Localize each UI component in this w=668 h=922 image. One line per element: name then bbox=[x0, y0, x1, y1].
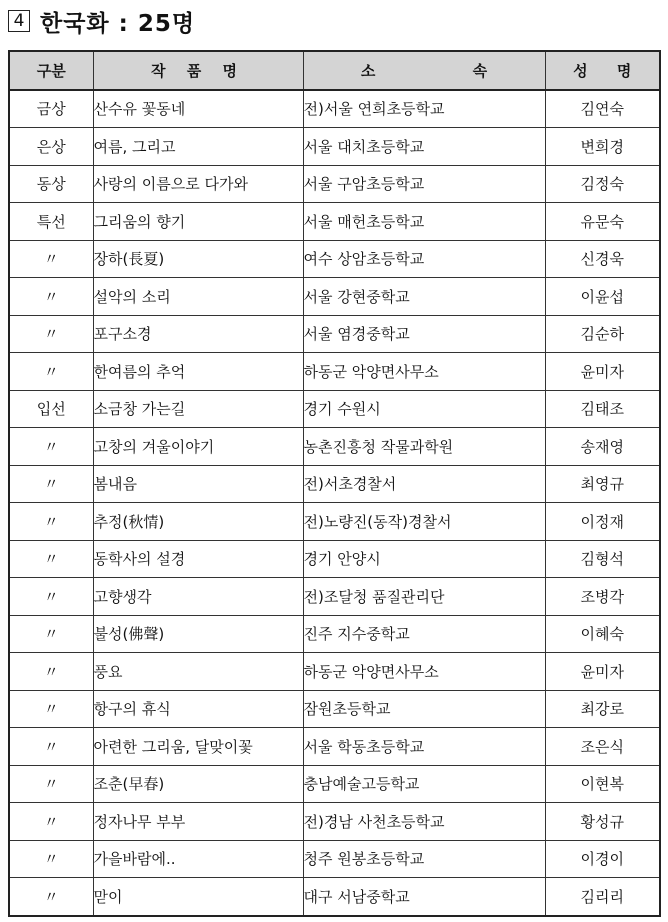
affiliation-cell: 서울 학동초등학교 bbox=[303, 728, 545, 766]
artist-name-cell: 김형석 bbox=[545, 540, 660, 578]
artwork-title-cell: 고향생각 bbox=[93, 578, 303, 616]
header-row bbox=[9, 51, 660, 90]
award-category-cell: 〃 bbox=[9, 878, 93, 916]
table-row bbox=[9, 578, 660, 616]
artist-name-cell: 황성규 bbox=[545, 803, 660, 841]
table-row bbox=[9, 465, 660, 503]
award-category-cell: 〃 bbox=[9, 315, 93, 353]
artwork-title-cell: 포구소경 bbox=[93, 315, 303, 353]
affiliation-cell: 하동군 악양면사무소 bbox=[303, 353, 545, 391]
award-category-cell: 특선 bbox=[9, 203, 93, 241]
award-category-cell: 〃 bbox=[9, 615, 93, 653]
artist-name-cell: 이혜숙 bbox=[545, 615, 660, 653]
artist-name-cell: 김리리 bbox=[545, 878, 660, 916]
artwork-title-cell: 설악의 소리 bbox=[93, 278, 303, 316]
artwork-title-cell: 항구의 휴식 bbox=[93, 690, 303, 728]
artwork-title-cell: 조춘(早春) bbox=[93, 765, 303, 803]
header-title: 작 품 명 bbox=[93, 51, 303, 90]
table-row bbox=[9, 278, 660, 316]
header-category: 구분 bbox=[9, 51, 93, 90]
section-number-box: 4 bbox=[8, 10, 30, 32]
artist-name-cell: 최영규 bbox=[545, 465, 660, 503]
artist-name-cell: 신경욱 bbox=[545, 240, 660, 278]
affiliation-cell: 서울 매헌초등학교 bbox=[303, 203, 545, 241]
affiliation-cell: 전)경남 사천초등학교 bbox=[303, 803, 545, 841]
artwork-title-cell: 한여름의 추억 bbox=[93, 353, 303, 391]
table-row bbox=[9, 803, 660, 841]
award-category-cell: 〃 bbox=[9, 690, 93, 728]
artist-name-cell: 김태조 bbox=[545, 390, 660, 428]
artist-name-cell: 송재영 bbox=[545, 428, 660, 466]
artwork-title-cell: 사랑의 이름으로 다가와 bbox=[93, 165, 303, 203]
section-heading bbox=[8, 4, 195, 38]
award-category-cell: 〃 bbox=[9, 653, 93, 691]
artist-name-cell: 변희경 bbox=[545, 128, 660, 166]
artwork-title-cell: 소금창 가는길 bbox=[93, 390, 303, 428]
affiliation-cell: 하동군 악양면사무소 bbox=[303, 653, 545, 691]
artwork-title-cell: 봄내음 bbox=[93, 465, 303, 503]
affiliation-cell: 대구 서남중학교 bbox=[303, 878, 545, 916]
affiliation-cell: 서울 구암초등학교 bbox=[303, 165, 545, 203]
table-row bbox=[9, 128, 660, 166]
artist-name-cell: 조병각 bbox=[545, 578, 660, 616]
table-row bbox=[9, 878, 660, 916]
artwork-title-cell: 동학사의 설경 bbox=[93, 540, 303, 578]
affiliation-cell: 경기 수원시 bbox=[303, 390, 545, 428]
award-category-cell: 〃 bbox=[9, 428, 93, 466]
award-category-cell: 〃 bbox=[9, 765, 93, 803]
award-category-cell: 〃 bbox=[9, 840, 93, 878]
header-name: 성 명 bbox=[545, 51, 660, 90]
artwork-title-cell: 장하(長夏) bbox=[93, 240, 303, 278]
artist-name-cell: 이현복 bbox=[545, 765, 660, 803]
award-category-cell: 〃 bbox=[9, 465, 93, 503]
affiliation-cell: 여수 상암초등학교 bbox=[303, 240, 545, 278]
artist-name-cell: 김연숙 bbox=[545, 90, 660, 128]
affiliation-cell: 전)서초경찰서 bbox=[303, 465, 545, 503]
artwork-title-cell: 가을바람에.. bbox=[93, 840, 303, 878]
affiliation-cell: 전)조달청 품질관리단 bbox=[303, 578, 545, 616]
award-category-cell: 은상 bbox=[9, 128, 93, 166]
table-row bbox=[9, 840, 660, 878]
table-row bbox=[9, 728, 660, 766]
artwork-title-cell: 풍요 bbox=[93, 653, 303, 691]
header-affiliation: 소 속 bbox=[303, 51, 545, 90]
artist-name-cell: 유문숙 bbox=[545, 203, 660, 241]
table-row bbox=[9, 653, 660, 691]
award-category-cell: 〃 bbox=[9, 540, 93, 578]
table-row bbox=[9, 353, 660, 391]
table-row bbox=[9, 690, 660, 728]
award-category-cell: 입선 bbox=[9, 390, 93, 428]
award-category-cell: 〃 bbox=[9, 728, 93, 766]
affiliation-cell: 전)노량진(동작)경찰서 bbox=[303, 503, 545, 541]
artist-name-cell: 이윤섭 bbox=[545, 278, 660, 316]
artwork-title-cell: 고창의 겨울이야기 bbox=[93, 428, 303, 466]
affiliation-cell: 충남예술고등학교 bbox=[303, 765, 545, 803]
artwork-title-cell: 여름, 그리고 bbox=[93, 128, 303, 166]
artist-name-cell: 김정숙 bbox=[545, 165, 660, 203]
artwork-title-cell: 정자나무 부부 bbox=[93, 803, 303, 841]
affiliation-cell: 농촌진흥청 작물과학원 bbox=[303, 428, 545, 466]
table-row bbox=[9, 203, 660, 241]
affiliation-cell: 서울 대치초등학교 bbox=[303, 128, 545, 166]
artist-name-cell: 윤미자 bbox=[545, 653, 660, 691]
artist-name-cell: 최강로 bbox=[545, 690, 660, 728]
affiliation-cell: 잠원초등학교 bbox=[303, 690, 545, 728]
table-row bbox=[9, 240, 660, 278]
table-row bbox=[9, 165, 660, 203]
award-category-cell: 〃 bbox=[9, 353, 93, 391]
award-category-cell: 〃 bbox=[9, 278, 93, 316]
artwork-title-cell: 산수유 꽃동네 bbox=[93, 90, 303, 128]
table-row bbox=[9, 90, 660, 128]
artist-name-cell: 김순하 bbox=[545, 315, 660, 353]
award-category-cell: 〃 bbox=[9, 240, 93, 278]
affiliation-cell: 경기 안양시 bbox=[303, 540, 545, 578]
table-row bbox=[9, 428, 660, 466]
affiliation-cell: 진주 지수중학교 bbox=[303, 615, 545, 653]
artwork-title-cell: 추정(秋情) bbox=[93, 503, 303, 541]
table-row bbox=[9, 390, 660, 428]
table-row bbox=[9, 615, 660, 653]
artist-name-cell: 윤미자 bbox=[545, 353, 660, 391]
artist-name-cell: 이경이 bbox=[545, 840, 660, 878]
artist-name-cell: 조은식 bbox=[545, 728, 660, 766]
affiliation-cell: 서울 염경중학교 bbox=[303, 315, 545, 353]
section-title: 한국화 : 25명 bbox=[40, 10, 196, 37]
table-row bbox=[9, 503, 660, 541]
table-row bbox=[9, 765, 660, 803]
award-category-cell: 금상 bbox=[9, 90, 93, 128]
table-row bbox=[9, 315, 660, 353]
affiliation-cell: 전)서울 연희초등학교 bbox=[303, 90, 545, 128]
award-category-cell: 〃 bbox=[9, 503, 93, 541]
artwork-title-cell: 맏이 bbox=[93, 878, 303, 916]
artwork-title-cell: 불성(佛聲) bbox=[93, 615, 303, 653]
award-category-cell: 동상 bbox=[9, 165, 93, 203]
affiliation-cell: 청주 원봉초등학교 bbox=[303, 840, 545, 878]
affiliation-cell: 서울 강현중학교 bbox=[303, 278, 545, 316]
artist-name-cell: 이정재 bbox=[545, 503, 660, 541]
award-category-cell: 〃 bbox=[9, 803, 93, 841]
artwork-title-cell: 그리움의 향기 bbox=[93, 203, 303, 241]
award-category-cell: 〃 bbox=[9, 578, 93, 616]
table-row bbox=[9, 540, 660, 578]
artwork-title-cell: 아련한 그리움, 달맞이꽃 bbox=[93, 728, 303, 766]
awards-table bbox=[8, 50, 661, 917]
